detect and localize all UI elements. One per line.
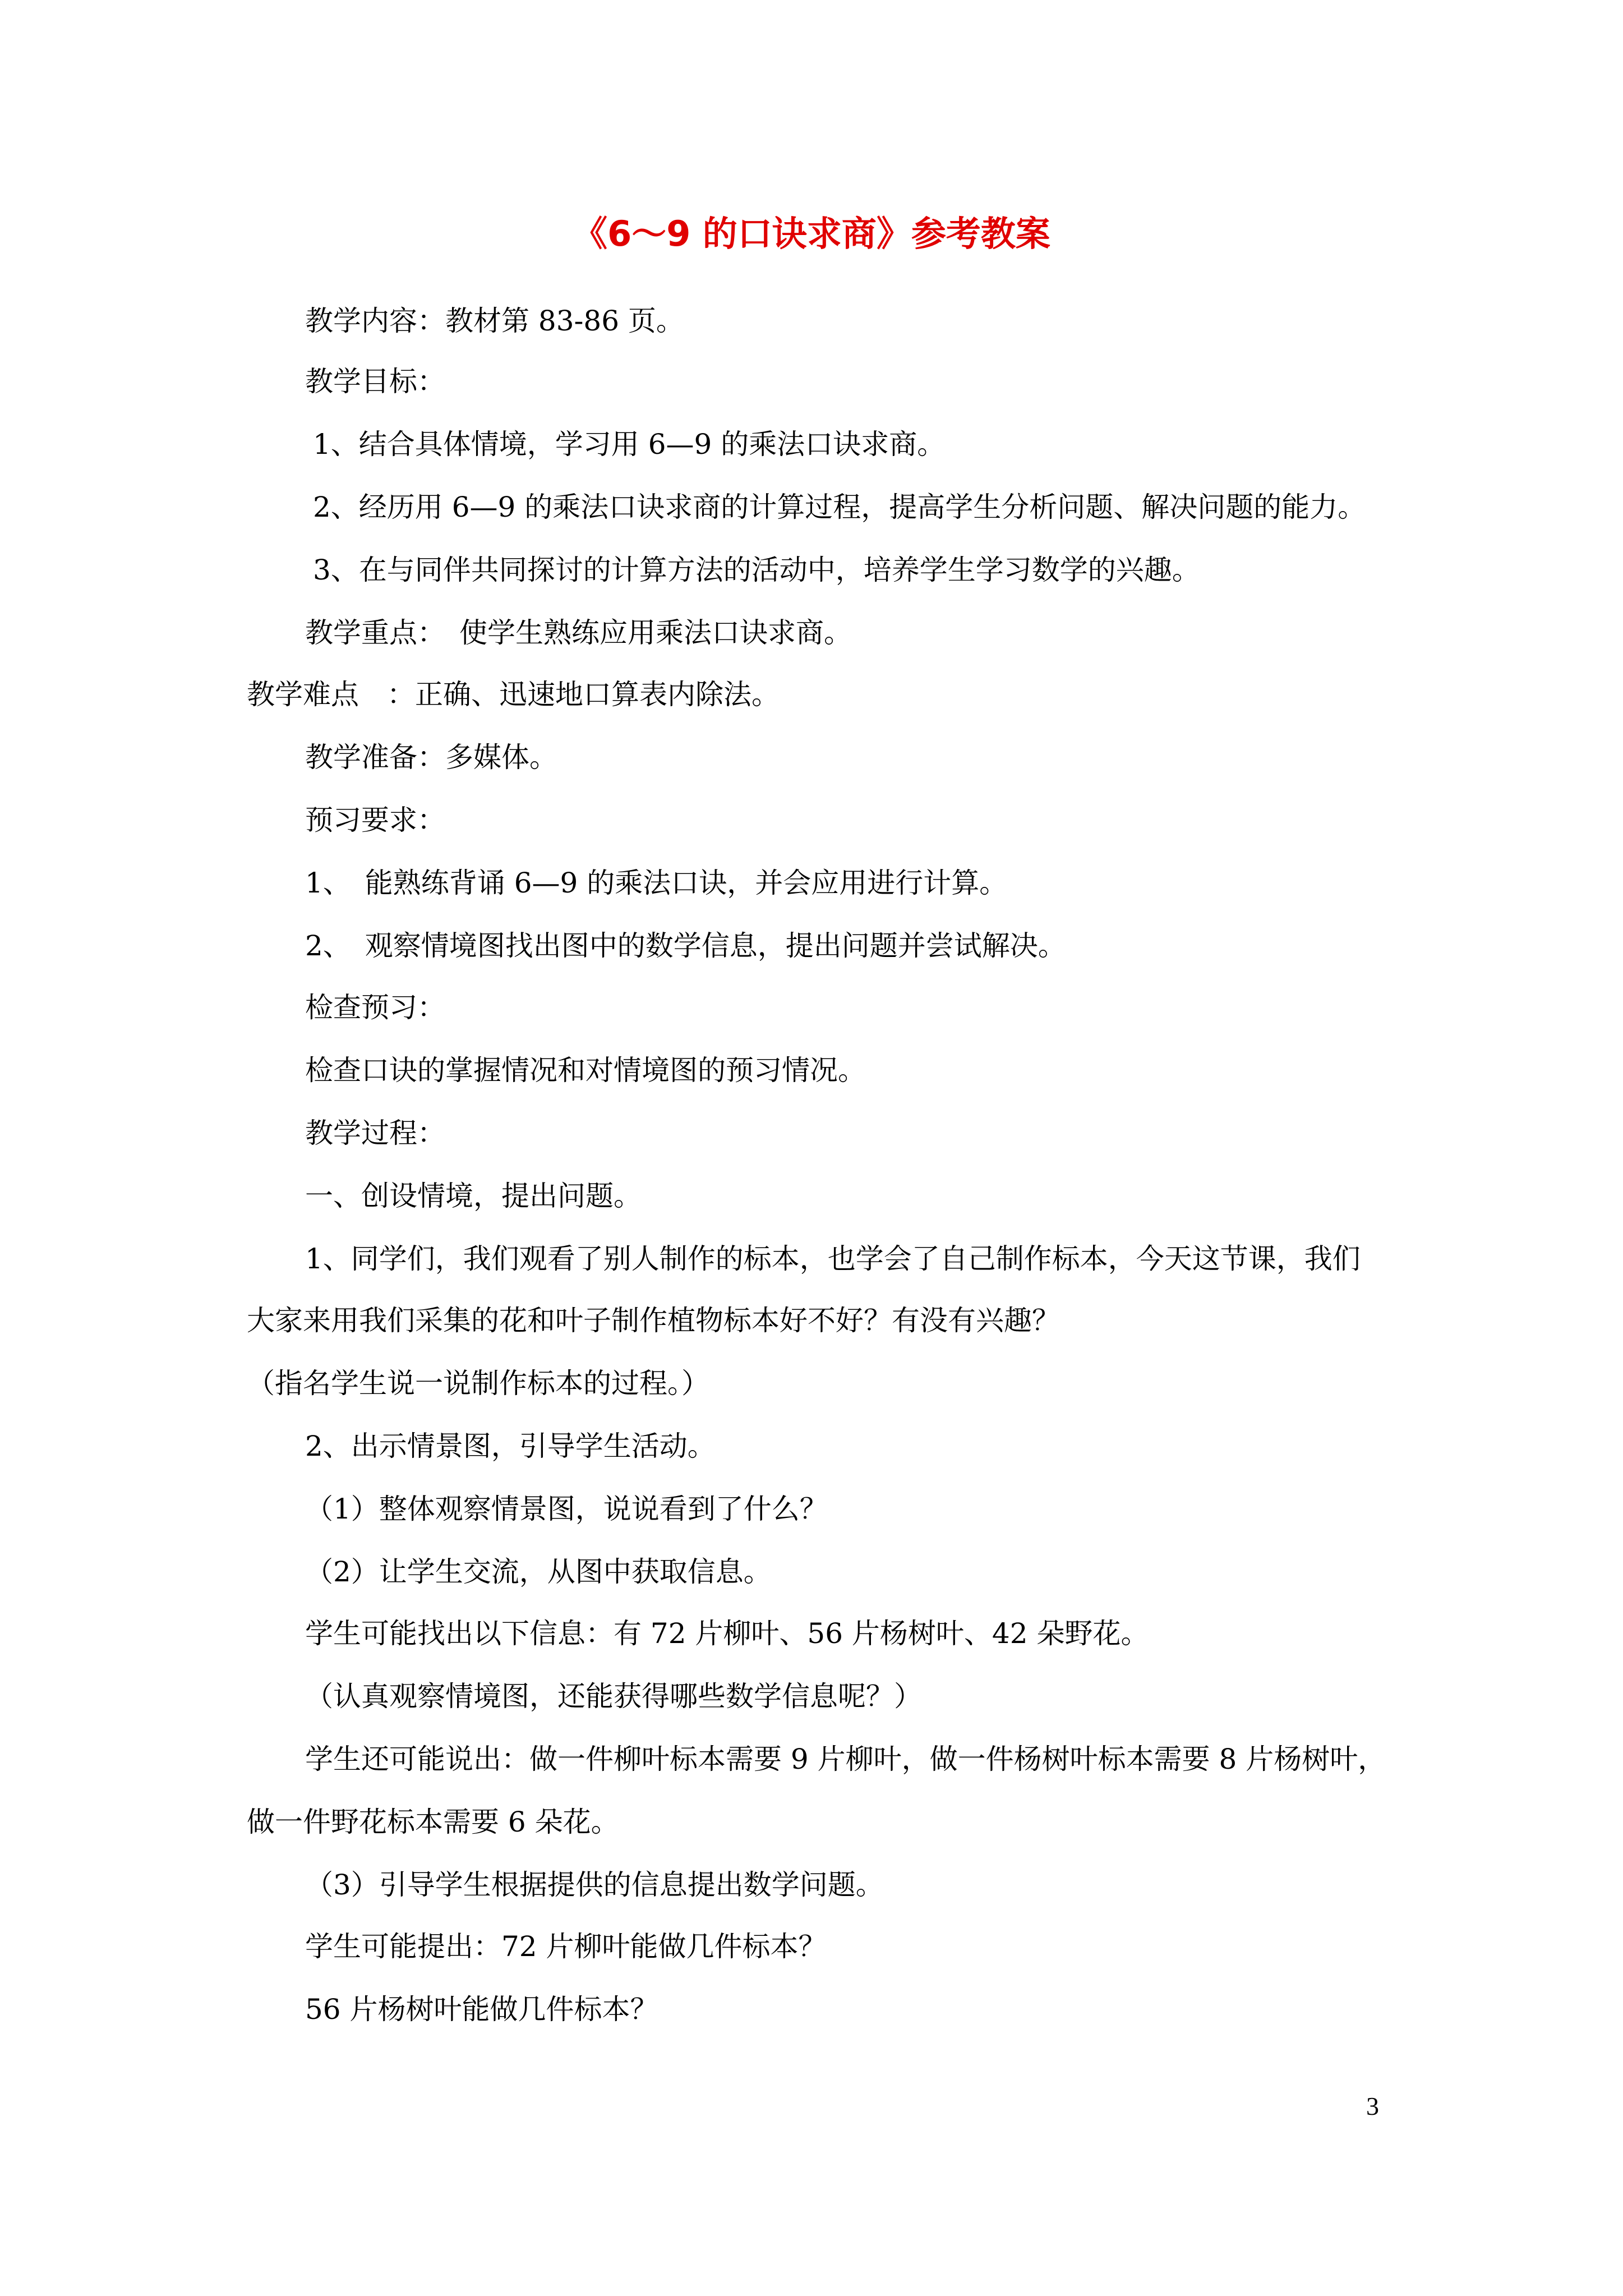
paragraph-more-info-line-1: 学生还可能说出：做一件柳叶标本需要 9 片柳叶，做一件杨树叶标本需要 8 片杨树叶， bbox=[305, 1743, 1386, 1775]
paragraph-observe-note: （认真观察情境图，还能获得哪些数学信息呢？） bbox=[305, 1680, 922, 1713]
paragraph-step-1-line-2: 大家来用我们采集的花和叶子制作植物标本好不好？有没有兴趣？ bbox=[247, 1304, 1060, 1337]
paragraph-key-points: 教学重点： 使学生熟练应用乘法口诀求商。 bbox=[305, 616, 852, 649]
paragraph-info-found: 学生可能找出以下信息：有 72 片柳叶、56 片杨树叶、42 朵野花。 bbox=[305, 1617, 1149, 1650]
paragraph-step-2-2: （2）让学生交流，从图中获取信息。 bbox=[305, 1556, 772, 1588]
paragraph-step-2: 2、出示情景图，引导学生活动。 bbox=[305, 1430, 716, 1462]
paragraph-check-heading: 检查预习： bbox=[305, 991, 445, 1024]
paragraph-more-info-line-2: 做一件野花标本需要 6 朵花。 bbox=[247, 1806, 619, 1838]
paragraph-step-1-note: （指名学生说一说制作标本的过程。） bbox=[247, 1367, 709, 1400]
paragraph-preview-2: 2、 观察情境图找出图中的数学信息，提出问题并尝试解决。 bbox=[305, 930, 1066, 962]
paragraph-objective-3: 3、在与同伴共同探讨的计算方法的活动中，培养学生学习数学的兴趣。 bbox=[313, 554, 1200, 586]
paragraph-difficulties: 教学难点 ：正确、迅速地口算表内除法。 bbox=[247, 678, 780, 711]
paragraph-objective-1: 1、结合具体情境，学习用 6—9 的乘法口诀求商。 bbox=[313, 428, 946, 461]
paragraph-objective-2: 2、经历用 6—9 的乘法口诀求商的计算过程，提高学生分析问题、解决问题的能力。 bbox=[313, 491, 1366, 523]
page-number: 3 bbox=[1366, 2092, 1379, 2120]
paragraph-question-2: 56 片杨树叶能做几件标本？ bbox=[305, 1993, 658, 2026]
paragraph-teaching-content: 教学内容：教材第 83-86 页。 bbox=[305, 305, 684, 337]
paragraph-preparation: 教学准备：多媒体。 bbox=[305, 741, 557, 774]
paragraph-question-1: 学生可能提出：72 片柳叶能做几件标本？ bbox=[305, 1930, 827, 1963]
document-title: 《6～9 的口诀求商》参考教案 bbox=[573, 213, 1050, 254]
paragraph-check-content: 检查口诀的掌握情况和对情境图的预习情况。 bbox=[305, 1054, 866, 1087]
paragraph-step-2-1: （1）整体观察情景图，说说看到了什么？ bbox=[305, 1493, 828, 1525]
paragraph-preview-heading: 预习要求： bbox=[305, 804, 445, 836]
paragraph-preview-1: 1、 能熟练背诵 6—9 的乘法口诀，并会应用进行计算。 bbox=[305, 867, 1008, 899]
paragraph-section-1: 一、创设情境，提出问题。 bbox=[305, 1180, 642, 1212]
paragraph-objectives-heading: 教学目标： bbox=[305, 365, 445, 398]
paragraph-step-2-3: （3）引导学生根据提供的信息提出数学问题。 bbox=[305, 1869, 884, 1901]
paragraph-process-heading: 教学过程： bbox=[305, 1117, 445, 1149]
paragraph-step-1-line-1: 1、同学们，我们观看了别人制作的标本，也学会了自己制作标本，今天这节课，我们 bbox=[305, 1243, 1361, 1275]
